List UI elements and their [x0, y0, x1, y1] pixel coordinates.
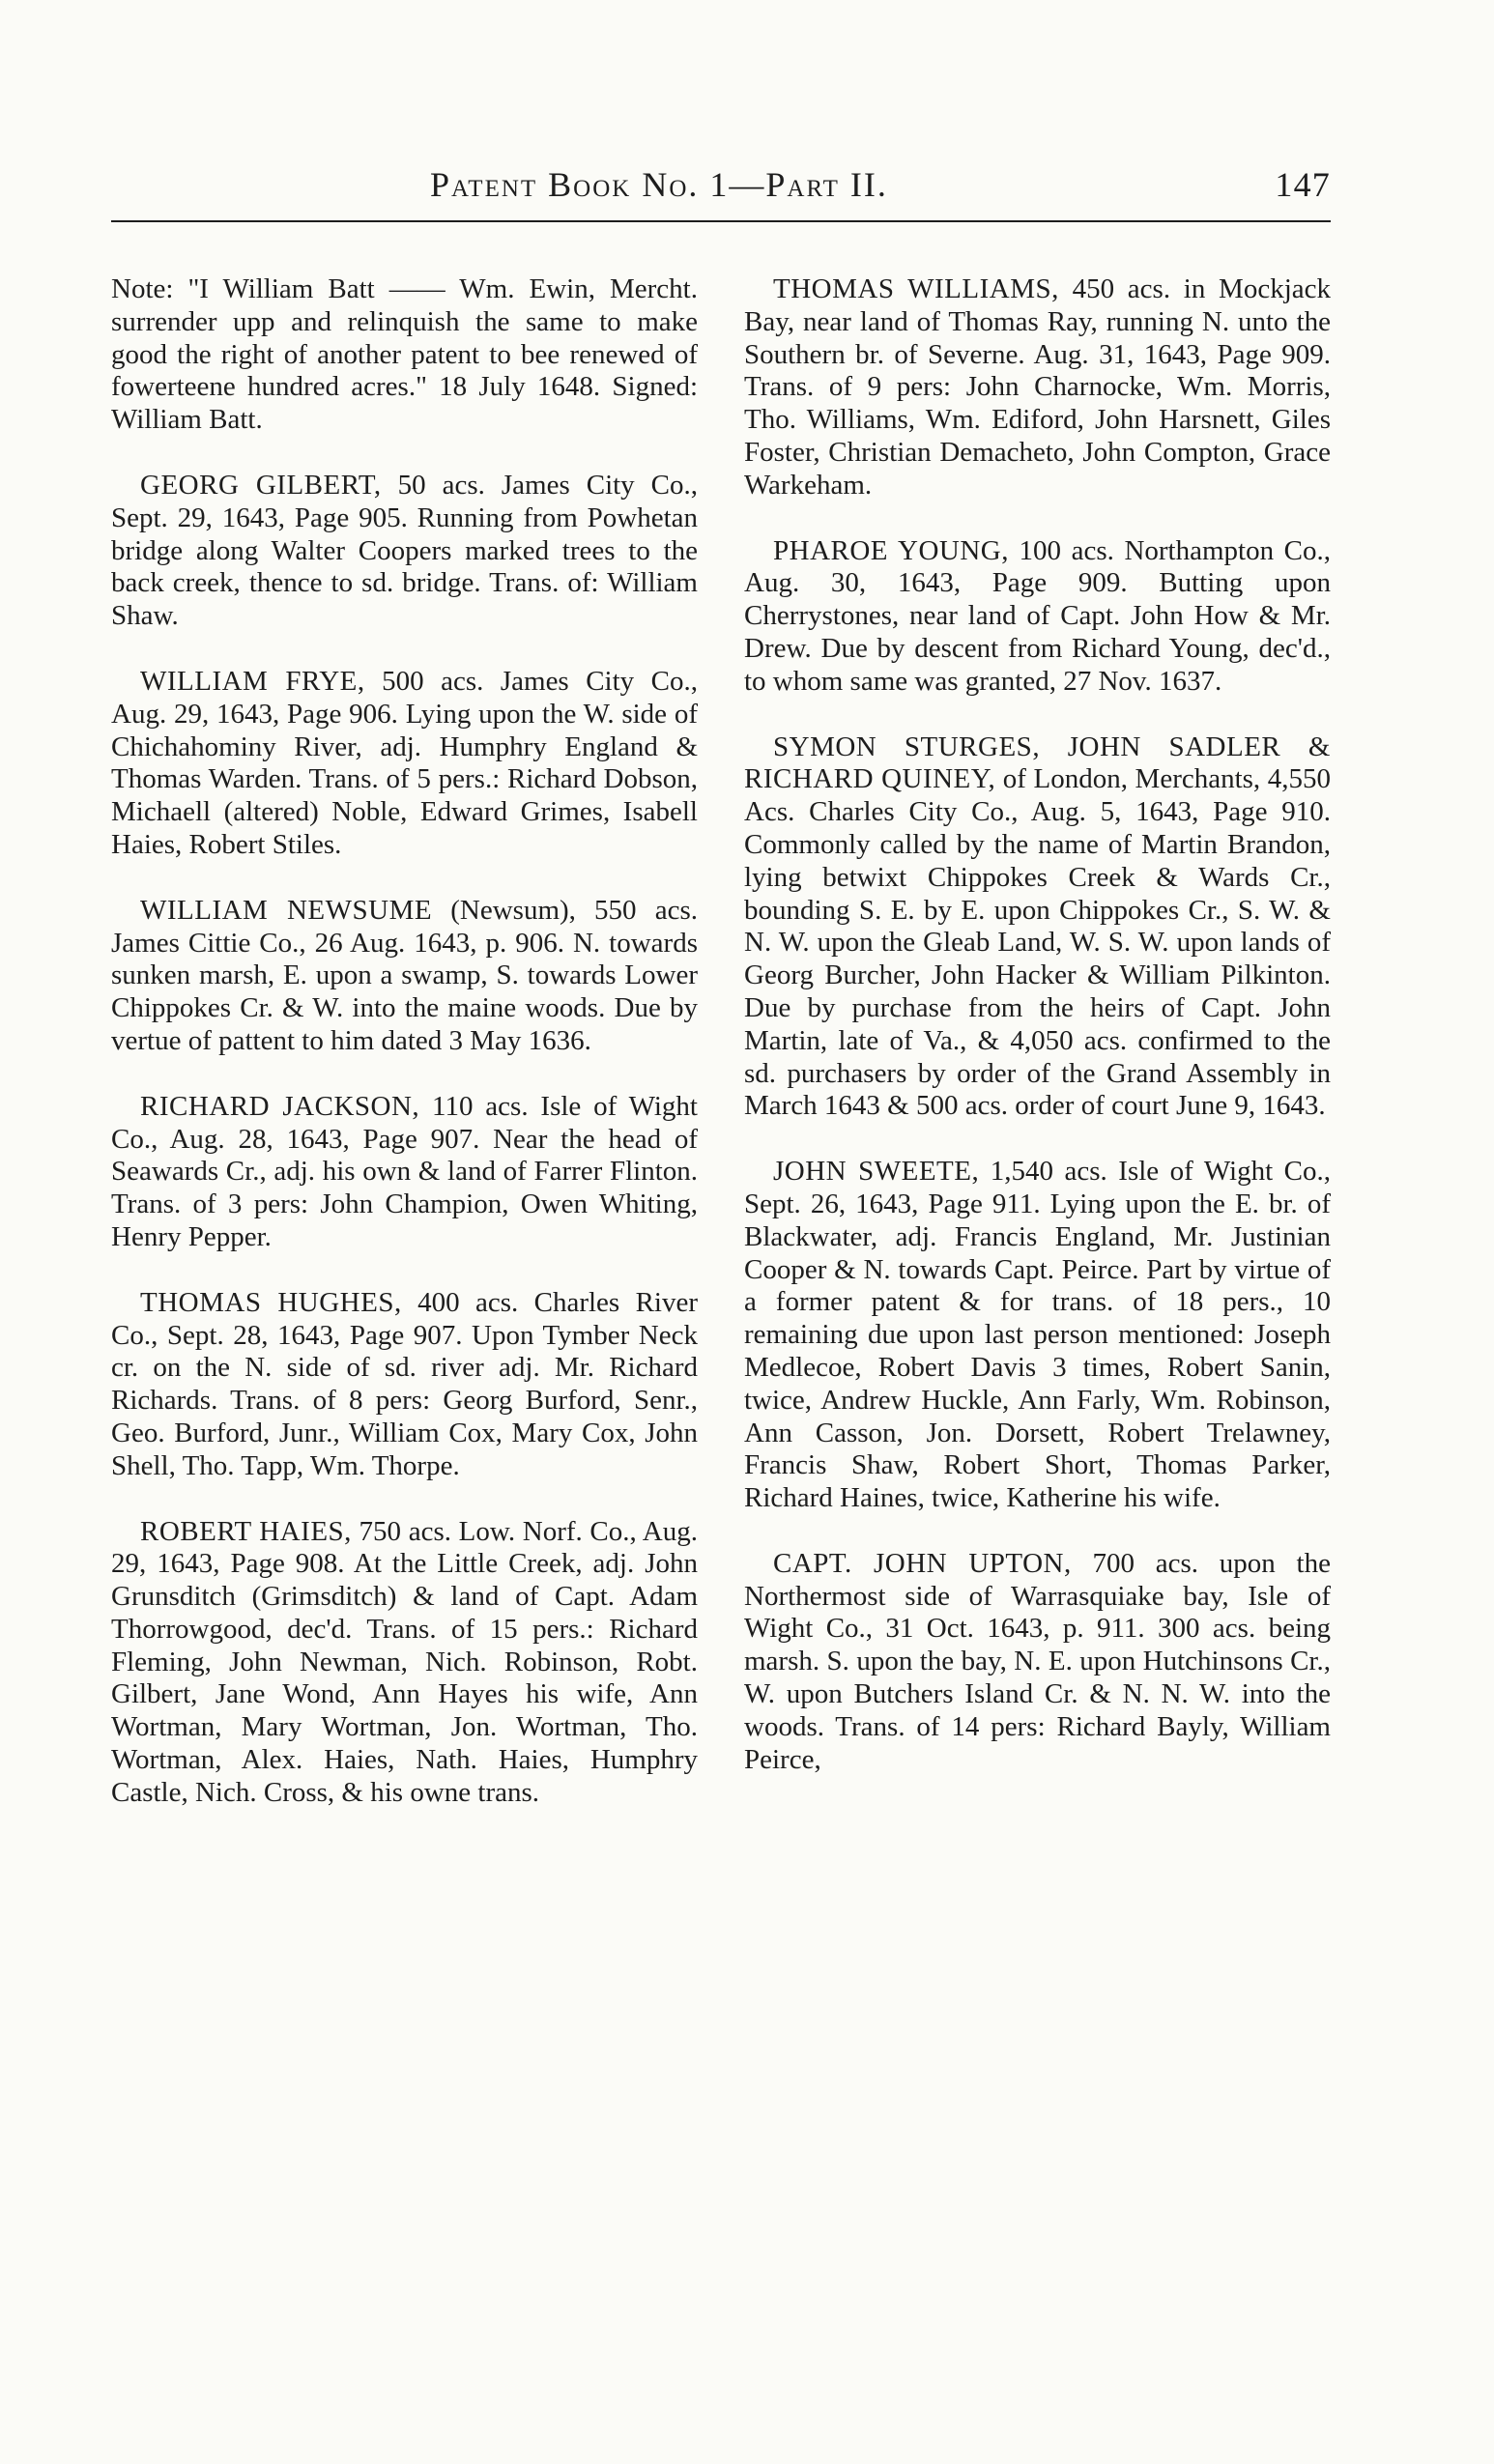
- right-column: [744, 273, 1331, 1843]
- grantee-name: THOMAS WILLIAMS,: [773, 273, 1059, 304]
- note-entry: [111, 273, 698, 437]
- running-title: Patent Book No. 1—Part II.: [430, 165, 888, 204]
- grantee-name: JOHN SWEETE,: [773, 1156, 980, 1188]
- entry-text: 50 acs. James City Co., Sept. 29, 1643, Page 905. Running from Powhetan bridge along Walter Coopers marked trees to the back creek, thence to sd. bridge. Trans. of: William Shaw.: [111, 469, 699, 632]
- patent-entry-pharoe-young: [744, 535, 1331, 699]
- grantee-name: CAPT. JOHN UPTON,: [773, 1547, 1072, 1579]
- entry-text: 450 acs. in Mockjack Bay, near land of Thomas Ray, running N. unto the Southern br. of Severne. Aug. 31, 1643, Page 909. Trans. of 9 pers: John Charnocke, Wm. Morris, Tho. Williams, Wm. Ediford, John Harsnett, Giles Foster, Christian Demacheto, John Compton, Grace Warkeham.: [744, 273, 1332, 501]
- entry-text: 1,540 acs. Isle of Wight Co., Sept. 26, 1643, Page 911. Lying upon the E. br. of Blackwater, adj. Francis England, Mr. Justinian Cooper & N. towards Capt. Peirce. Part by virtue of a former patent & for trans. of 18 pers., 10 remaining due upon last person mentioned: Joseph Medlecoe, Robert Davis 3 times, Robert Sanin, twice, Andrew Huckle, Ann Farly, Wm. Robinson, Ann Casson, Jon. Dorsett, Robert Trelawney, Francis Shaw, Robert Short, Thomas Parker, Richard Haines, twice, Katherine his wife.: [744, 1156, 1331, 1514]
- patent-entry-thomas-hughes: [111, 1287, 698, 1483]
- patent-entry-robert-haies: [111, 1516, 698, 1810]
- entry-text: of London, Merchants, 4,550 Acs. Charles City Co., Aug. 5, 1643, Page 910. Commonly called by the name of Martin Brandon, lying betwixt Chippokes Creek & Wards Cr., bounding S. E. by E. upon Chippokes Cr., S. W. & N. W. upon the Gleab Land, W. S. W. upon lands of Georg Burcher, John Hacker & William Pilkinton. Due by purchase from the heirs of Capt. John Martin, late of Va., & 4,050 acs. confirmed to the sd. purchasers by order of the Grand Assembly in March 1643 & 500 acs. order of court June 9, 1643.: [744, 763, 1331, 1122]
- header-rule: [111, 220, 1331, 222]
- grantee-name: WILLIAM NEWSUME: [140, 894, 433, 926]
- grantee-name: ROBERT HAIES,: [140, 1515, 352, 1547]
- entry-text: 700 acs. upon the Northermost side of Warrasquiake bay, Isle of Wight Co., 31 Oct. 1643, p. 911. 300 acs. being marsh. S. upon the bay, N. E. upon Hutchinsons Cr., W. upon Butchers Island Cr. & N. N. W. into the woods. Trans. of 14 pers: Richard Bayly, William Peirce,: [744, 1547, 1331, 1775]
- patent-entry-john-sweete: [744, 1156, 1331, 1515]
- patent-entry-sturges-sadler-quiney: [744, 731, 1331, 1124]
- grantee-name: RICHARD JACKSON,: [140, 1090, 420, 1122]
- patent-entry-capt-john-upton: [744, 1548, 1331, 1777]
- left-column: [111, 273, 698, 1843]
- grantee-name: GEORG GILBERT,: [140, 469, 382, 501]
- entry-text: 750 acs. Low. Norf. Co., Aug. 29, 1643, Page 908. At the Little Creek, adj. John Grunsditch (Grimsditch) & land of Capt. Adam Thorrowgood, dec'd. Trans. of 15 pers.: Richard Fleming, John Newman, Nich. Robinson, Robt. Gilbert, Jane Wond, Ann Hayes his wife, Ann Wortman, Mary Wortman, Jon. Wortman, Tho. Wortman, Alex. Haies, Nath. Haies, Humphry Castle, Nich. Cross, & his owne trans.: [111, 1515, 698, 1808]
- patent-entry-william-frye: [111, 666, 698, 862]
- entry-text: Note: "I William Batt —— Wm. Ewin, Mercht. surrender upp and relinquish the same to make good the right of another patent to bee renewed of fowerteene hundred acres." 18 July 1648. Signed: William Batt.: [111, 273, 698, 436]
- page: [111, 164, 1331, 222]
- grantee-name: WILLIAM FRYE,: [140, 665, 365, 697]
- running-head: [111, 164, 1331, 213]
- entry-text: (Newsum), 550 acs. James Cittie Co., 26 Aug. 1643, p. 906. N. towards sunken marsh, E. upon a swamp, S. towards Lower Chippokes Cr. & W. into the maine woods. Due by vertue of pattent to him dated 3 May 1636.: [111, 894, 698, 1056]
- page-number: 147: [1275, 165, 1331, 204]
- entry-text: 500 acs. James City Co., Aug. 29, 1643, Page 906. Lying upon the W. side of Chichahominy River, adj. Humphry England & Thomas Warden. Trans. of 5 pers.: Richard Dobson, Michaell (altered) Noble, Edward Grimes, Isabell Haies, Robert Stiles.: [111, 665, 698, 860]
- entry-text: 400 acs. Charles River Co., Sept. 28, 1643, Page 907. Upon Tymber Neck cr. on the N. side of sd. river adj. Mr. Richard Richards. Trans. of 8 pers: Georg Burford, Senr., Geo. Burford, Junr., William Cox, Mary Cox, John Shell, Tho. Tapp, Wm. Thorpe.: [111, 1286, 698, 1481]
- patent-entry-william-newsume: [111, 895, 698, 1058]
- grantee-name: PHAROE YOUNG,: [773, 534, 1009, 566]
- grantee-name: THOMAS HUGHES,: [140, 1286, 402, 1318]
- entry-text: 110 acs. Isle of Wight Co., Aug. 28, 1643, Page 907. Near the head of Seawards Cr., adj. his own & land of Farrer Flinton. Trans. of 3 pers: John Champion, Owen Whiting, Henry Pepper.: [111, 1090, 698, 1252]
- grantee-name: SYMON STURGES, JOHN SADLER & RICHARD QUINEY,: [744, 731, 1331, 795]
- patent-entry-richard-jackson: [111, 1091, 698, 1254]
- entry-text: 100 acs. Northampton Co., Aug. 30, 1643, Page 909. Butting upon Cherrystones, near land of Capt. John How & Mr. Drew. Due by descent from Richard Young, dec'd., to whom same was granted, 27 Nov. 1637.: [744, 534, 1331, 697]
- patent-entry-georg-gilbert: [111, 470, 698, 633]
- patent-entry-thomas-williams: [744, 273, 1331, 502]
- columns: [111, 273, 1331, 1843]
